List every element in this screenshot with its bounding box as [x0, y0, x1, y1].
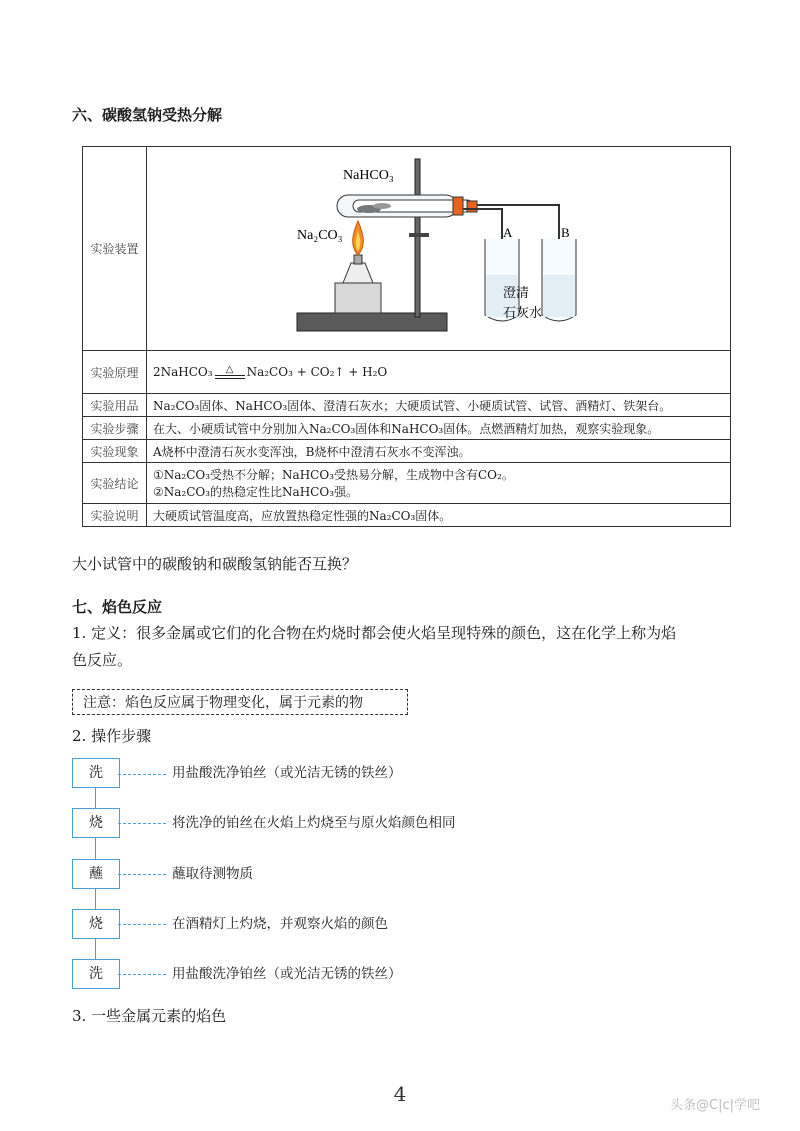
label-limewater-1: 澄清 [503, 286, 530, 301]
row-notes [83, 504, 731, 527]
stopper-big [453, 197, 463, 215]
row-content: A烧杯中澄清石灰水变浑浊，B烧杯中澄清石灰水不变浑浊。 [147, 440, 731, 463]
step-box-2: 烧 [72, 808, 120, 838]
nahco3-powder [373, 203, 391, 209]
section-6-title: 六、碳酸氢钠受热分解 [72, 106, 223, 124]
note-box: 注意：焰色反应属于物理变化，属于元素的物 [72, 689, 408, 715]
equation-condition: △ [225, 364, 234, 375]
conclusion-line-2: ②Na₂CO₃的热稳定性比NaHCO₃强。 [153, 485, 359, 499]
row-steps [83, 417, 731, 440]
row-label: 实验原理 [83, 351, 147, 394]
step-box-3: 蘸 [72, 859, 120, 889]
limewater-b [543, 275, 575, 317]
step-dash-5 [118, 974, 166, 975]
step-text-2: 将洗净的铂丝在火焰上灼烧至与原火焰颜色相同 [172, 815, 456, 831]
watermark: 头条@C|c|学吧 [670, 1098, 760, 1113]
row-label: 实验结论 [83, 463, 147, 504]
item-3-title: 3. 一些金属元素的焰色 [72, 1007, 227, 1025]
row-content [147, 463, 731, 504]
equation-lhs: 2NaHCO₃ [153, 365, 213, 379]
stand-rod [415, 159, 420, 317]
page-number: 4 [393, 1082, 407, 1106]
label-a: A [503, 225, 513, 240]
row-label: 实验步骤 [83, 417, 147, 440]
row-principle [83, 351, 731, 394]
apparatus-diagram [147, 147, 717, 347]
definition-line-1: 1. 定义：很多金属或它们的化合物在灼烧时都会使火焰呈现特殊的颜色，这在化学上称为焰 [72, 624, 677, 642]
step-dash-2 [118, 823, 166, 824]
label-b: B [561, 225, 570, 240]
label-na2co3: Na₂CO₃ [297, 228, 343, 243]
label-nahco3: NaHCO₃ [343, 168, 394, 183]
lamp-wick [354, 255, 362, 264]
step-box-5: 洗 [72, 959, 120, 989]
step-text-1: 用盐酸洗净铂丝（或光洁无锈的铁丝） [172, 765, 402, 781]
experiment-table [82, 146, 731, 527]
row-label: 实验装置 [83, 147, 147, 351]
row-label: 实验说明 [83, 504, 147, 527]
step-text-3: 蘸取待测物质 [172, 866, 253, 882]
row-content: Na₂CO₃固体、NaHCO₃固体、澄清石灰水；大硬质试管、小硬质试管、试管、酒精灯、铁架台。 [147, 394, 731, 417]
row-materials [83, 394, 731, 417]
label-limewater-2: 石灰水 [503, 306, 543, 321]
lamp-neck [343, 263, 373, 283]
clamp [409, 233, 429, 237]
row-apparatus [83, 147, 731, 351]
step-box-1: 洗 [72, 758, 120, 788]
row-label: 实验现象 [83, 440, 147, 463]
row-content: 大硬质试管温度高，应放置热稳定性强的Na₂CO₃固体。 [147, 504, 731, 527]
step-dash-3 [118, 874, 166, 875]
principle-cell [147, 351, 731, 394]
conclusion-line-1: ①Na₂CO₃受热不分解；NaHCO₃受热易分解，生成物中含有CO₂。 [153, 468, 514, 482]
section-7-title: 七、焰色反应 [72, 598, 163, 616]
row-label: 实验用品 [83, 394, 147, 417]
lamp-body [335, 283, 381, 313]
step-text-5: 用盐酸洗净铂丝（或光洁无锈的铁丝） [172, 966, 402, 982]
step-box-4: 烧 [72, 909, 120, 939]
equation-double-line [215, 375, 245, 379]
stand-base [297, 313, 447, 331]
equation-rhs: Na₂CO₃ + CO₂↑ + H₂O [246, 365, 388, 379]
question-text: 大小试管中的碳酸钠和碳酸氢钠能否互换？ [72, 555, 358, 573]
definition-line-2: 色反应。 [72, 651, 133, 669]
row-conclusion [83, 463, 731, 504]
equation-arrow [215, 365, 245, 379]
apparatus-cell [147, 147, 731, 351]
step-text-4: 在酒精灯上灼烧，并观察火焰的颜色 [172, 916, 388, 932]
step-dash-4 [118, 924, 166, 925]
step-dash-1 [118, 774, 166, 775]
row-phenomenon [83, 440, 731, 463]
row-content: 在大、小硬质试管中分别加入Na₂CO₃固体和NaHCO₃固体。点燃酒精灯加热，观察实验现象。 [147, 417, 731, 440]
reaction-equation [153, 365, 387, 379]
steps-title: 2. 操作步骤 [72, 727, 152, 745]
stopper-small [467, 201, 477, 212]
